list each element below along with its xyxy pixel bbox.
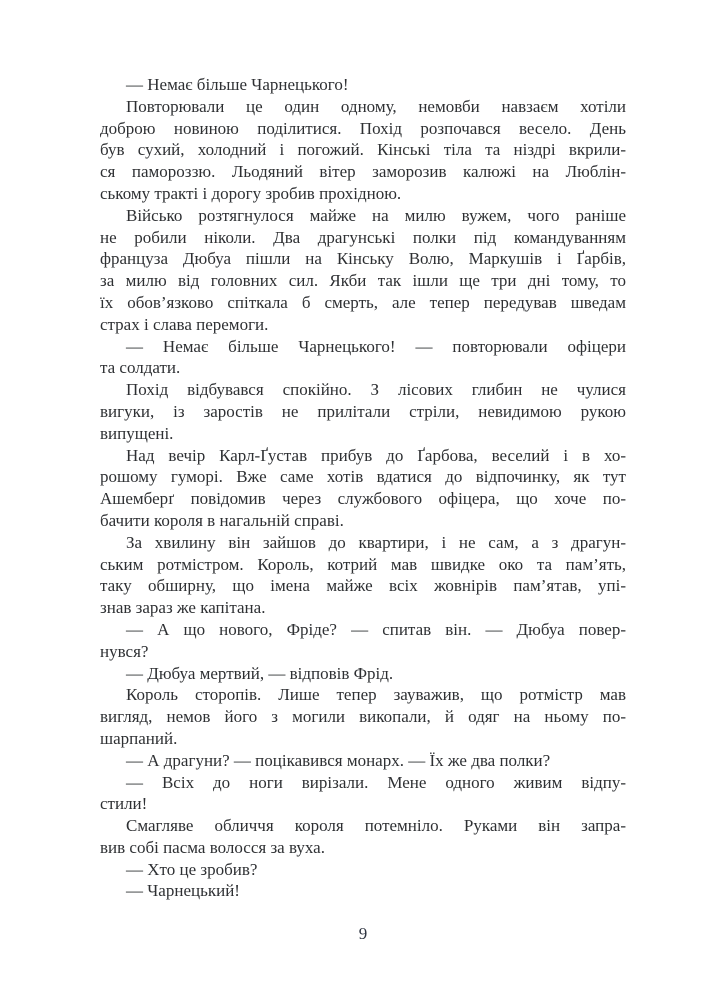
text-line: За хвилину він зайшов до квартири, і не сам, а з драгун- [126, 532, 626, 552]
paragraph [100, 205, 626, 336]
text-line: — Чарнецький! [126, 881, 240, 901]
text-line: Похід відбувався спокійно. З лісових глибин не чулися [126, 380, 626, 400]
text-line: ся памороззю. Льодяний вітер заморозив калюжі на Люблін- [100, 162, 626, 182]
paragraph [100, 859, 626, 881]
text-line: їх обов’язково спіткала б смерть, але тепер передував шведам [100, 292, 626, 312]
text-line: — Немає більше Чарнецького! [126, 75, 349, 94]
text-line: Повторювали це один одному, немовби навзаєм хотіли [126, 96, 626, 116]
paragraph [100, 74, 626, 96]
text-line: знав зараз же капітана. [100, 598, 266, 618]
text-line: вигуки, із заростів не прилітали стріли, невидимою рукою [100, 401, 626, 421]
paragraph [100, 880, 626, 902]
text-line: був сухий, холодний і погожий. Кінські тіла та ніздрі вкрили- [100, 140, 626, 160]
text-line: нувся? [100, 641, 149, 661]
text-line: за милю від головних сил. Якби так ішли ще три дні тому, то [100, 271, 626, 291]
text-line: — Всіх до ноги вирізали. Мене одного живим відпу- [126, 772, 626, 792]
page-number: 9 [358, 924, 368, 943]
text-line: ському тракті і дорогу зробив прохідною. [100, 183, 402, 203]
paragraph [100, 750, 626, 772]
text-line: — Немає більше Чарнецького! — повторювали офіцери [126, 336, 626, 356]
paragraph [100, 619, 626, 663]
text-line: вив собі пасма волосся за вуха. [100, 837, 325, 857]
paragraph [100, 684, 626, 749]
text-block [100, 74, 626, 902]
paragraph [100, 663, 626, 685]
text-line: Смагляве обличчя короля потемніло. Руками він запра- [126, 816, 626, 836]
text-line: доброю новиною поділитися. Похід розпочався весело. День [100, 118, 626, 138]
paragraph [100, 336, 626, 380]
paragraph [100, 772, 626, 816]
paragraph [100, 445, 626, 532]
text-line: ським ротмістром. Король, котрий мав швидке око та пам’ять, [100, 554, 626, 574]
text-line: випущені. [100, 423, 174, 443]
text-line: стили! [100, 794, 148, 814]
text-line: страх і слава перемоги. [100, 314, 269, 334]
text-line: рошому гуморі. Вже саме хотів вдатися до відпочинку, як тут [100, 467, 626, 487]
text-line: — Хто це зробив? [126, 859, 258, 879]
paragraph [100, 379, 626, 444]
text-line: не робили ніколи. Два драгунські полки під командуванням [100, 227, 626, 247]
text-line: таку обширну, що імена майже всіх жовнірів пам’ятав, упі- [100, 576, 626, 596]
text-line: — Дюбуа мертвий, — відповів Фрід. [126, 663, 394, 683]
text-line: та солдати. [100, 358, 181, 378]
text-line: Ашемберґ повідомив через службового офіцера, що хоче по- [100, 489, 626, 509]
text-line: — А драгуни? — поцікавився монарх. — Їх же два полки? [126, 750, 551, 770]
text-line: шарпаний. [100, 728, 178, 748]
text-line: Над вечір Карл-Ґустав прибув до Ґарбова, веселий і в хо- [126, 445, 626, 465]
paragraph [100, 815, 626, 859]
paragraph [100, 532, 626, 619]
text-line: француза Дюбуа пішли на Кінську Волю, Маркушів і Ґарбів, [100, 249, 626, 269]
paragraph [100, 96, 626, 205]
text-line: бачити короля в нагальній справі. [100, 510, 344, 530]
text-line: — А що нового, Фріде? — спитав він. — Дюбуа повер- [126, 619, 626, 639]
text-line: Король сторопів. Лише тепер зауважив, що ротмістр мав [126, 685, 626, 705]
text-line: Військо розтягнулося майже на милю вужем, чого раніше [126, 205, 626, 225]
text-line: вигляд, немов його з могили викопали, й одяг на ньому по- [100, 707, 626, 727]
